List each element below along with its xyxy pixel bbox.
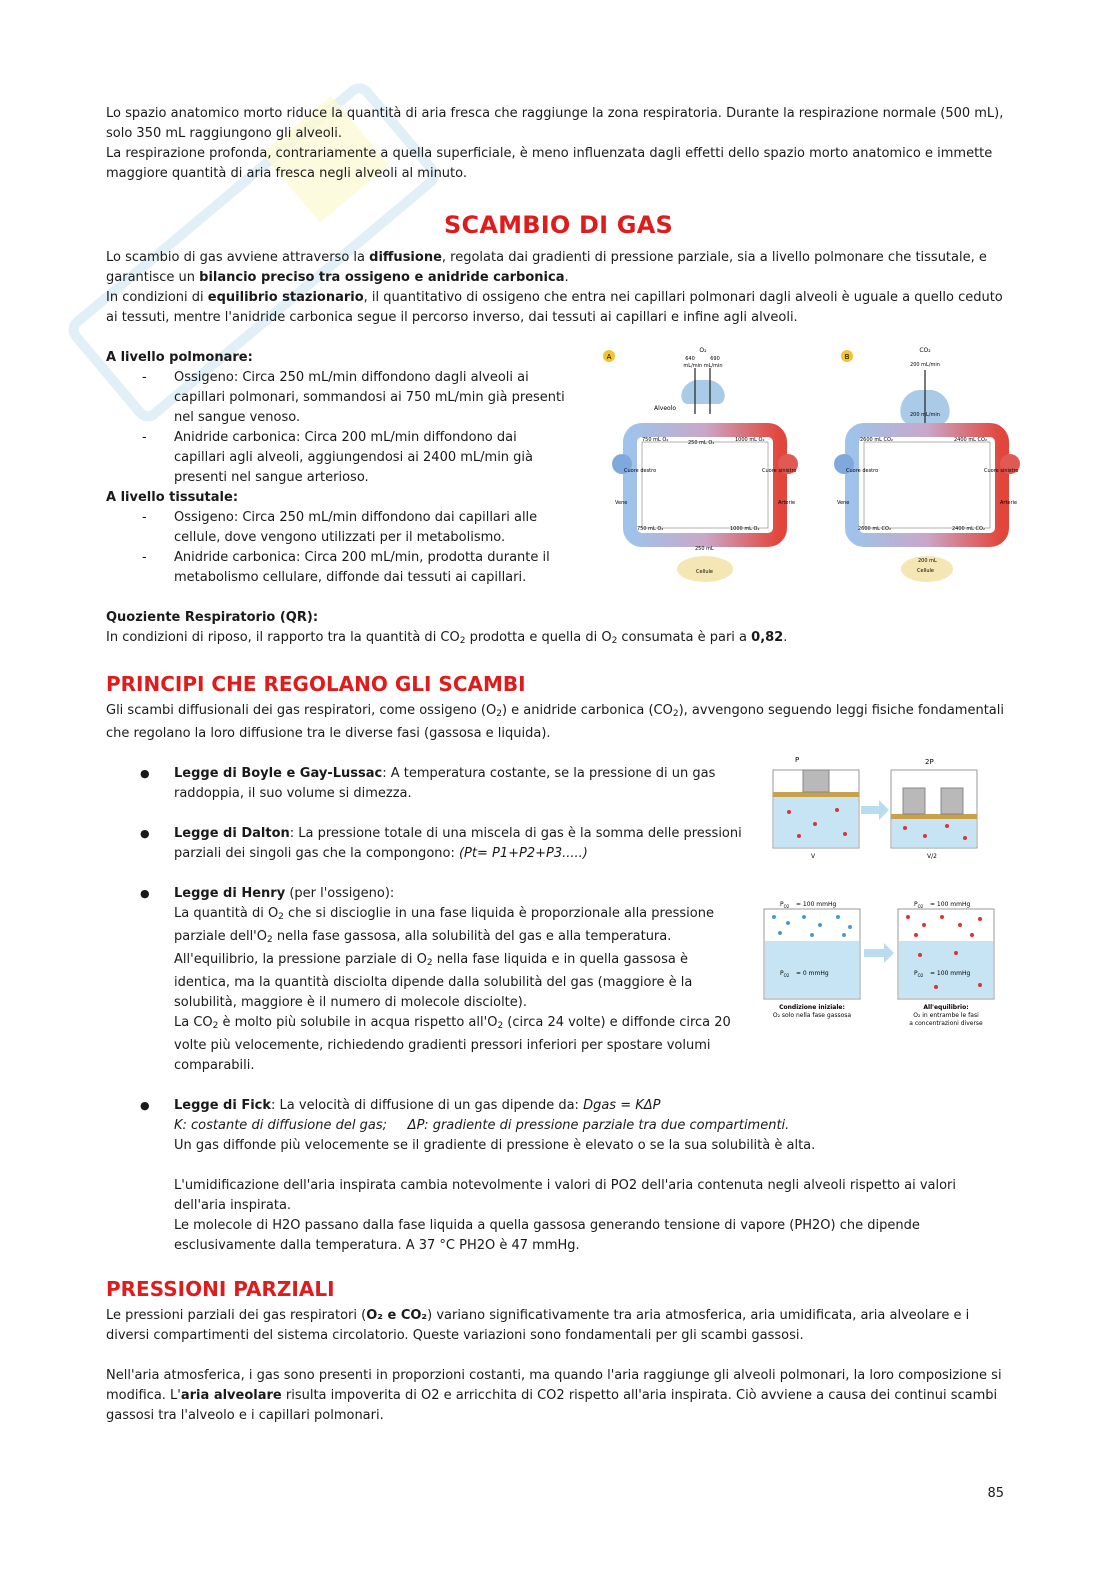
svg-text:Cuore sinistro: Cuore sinistro bbox=[762, 468, 797, 474]
svg-text:750 mL O₂: 750 mL O₂ bbox=[637, 526, 664, 532]
polmonare-heading: A livello polmonare: bbox=[106, 350, 253, 365]
weight-left bbox=[803, 770, 829, 792]
svg-text:Vene: Vene bbox=[615, 500, 628, 506]
svg-text:1000 mL O₂: 1000 mL O₂ bbox=[730, 526, 760, 532]
svg-text:mL/min mL/min: mL/min mL/min bbox=[683, 363, 723, 369]
svg-text:O₂ in entrambe le fasi: O₂ in entrambe le fasi bbox=[913, 1012, 979, 1019]
law-henry: ● Legge di Henry (per l'ossigeno): La quantità di $O_2$ che si discioglie in una fase liquida è proporzionale alla pressione parziale $dell'O_2$ nella fase gassosa, alla solubilità del gas e alla temperatura. All'equilibrio, la pressione parziale di $O_2$ nella fase liquida e in quella gassosa è identica, ma la quantità disciolta dipende dalla solubilità del gas (maggiore è la solubilità, maggiore è il numero di molecole disciolte). La $CO_2$ è molto più solubile in acqua rispetto $all'O_2$ (circa 24 volte) e diffonde circa 20 volte più velocemente, richiedendo gradienti pressori inferiori per spostare volumi comparabili. bbox=[174, 884, 744, 1076]
gas-volume-right bbox=[892, 818, 976, 847]
law-dalton: ● Legge di Dalton: La pressione totale di una miscela di gas è la somma delle pressioni parziali dei singoli gas che la compongono: (Pt= P1+P2+P3.....) bbox=[174, 824, 744, 864]
svg-text:750 mL O₂: 750 mL O₂ bbox=[642, 437, 669, 443]
svg-text:Condizione iniziale:: Condizione iniziale: bbox=[779, 1004, 845, 1011]
svg-text:2P: 2P bbox=[925, 758, 934, 766]
svg-text:O₂ solo nella fase gassosa: O₂ solo nella fase gassosa bbox=[772, 1012, 852, 1019]
svg-text:1000 mL O₂: 1000 mL O₂ bbox=[735, 437, 765, 443]
law-boyle: ● Legge di Boyle e Gay-Lussac: A temperatura costante, se la pressione di un gas raddoppia, il suo volume si dimezza. bbox=[174, 764, 744, 804]
weight-2 bbox=[941, 788, 963, 814]
svg-text:200 mL: 200 mL bbox=[918, 558, 937, 564]
svg-text:Arterie: Arterie bbox=[1000, 500, 1018, 506]
principi-intro: Gli scambi diffusionali dei gas respiratori, come ossigeno $(O_2)$ e anidride carbonica $(CO_2)$, avvengono seguendo leggi fisiche fondamentali che regolano la loro diffusione tra le diverse fasi (gassosa e liquida). bbox=[106, 703, 1004, 741]
svg-text:V/2: V/2 bbox=[927, 853, 937, 860]
arrow-right bbox=[864, 943, 894, 963]
section-title-principi: PRINCIPI CHE REGOLANO GLI SCAMBI bbox=[106, 672, 526, 696]
section-title-pressioni: PRESSIONI PARZIALI bbox=[106, 1277, 335, 1301]
svg-text:PO2: $P_{O2}$ bbox=[914, 901, 924, 909]
o2-molecules-gas-left bbox=[772, 915, 852, 937]
svg-text:= 0 mmHg: = 0 mmHg bbox=[796, 970, 829, 977]
svg-text:250 mL O₂: 250 mL O₂ bbox=[688, 440, 715, 446]
svg-text:2600 mL CO₂: 2600 mL CO₂ bbox=[860, 437, 893, 443]
svg-text:B: B bbox=[844, 353, 850, 361]
figure-henry bbox=[760, 895, 1005, 1035]
svg-text:Cellule: Cellule bbox=[917, 568, 934, 574]
figure-boyle bbox=[765, 752, 980, 860]
alveolus-shape bbox=[681, 380, 724, 404]
svg-text:PO2: $P_{O2}$ bbox=[780, 970, 790, 978]
weight-1 bbox=[903, 788, 925, 814]
svg-text:2600 mL CO₂: 2600 mL CO₂ bbox=[858, 526, 891, 532]
svg-text:Arterie: Arterie bbox=[778, 500, 796, 506]
figure-o2-circuit bbox=[600, 344, 805, 584]
svg-text:Cellule: Cellule bbox=[696, 569, 713, 575]
list-item: - Anidride carbonica: Circa 200 mL/min, prodotta durante il metabolismo cellulare, diffonde dai tessuti ai capillari. bbox=[174, 548, 566, 588]
svg-text:200 mL/min: 200 mL/min bbox=[910, 362, 940, 368]
arrow-right bbox=[861, 800, 889, 820]
svg-text:= 100 mmHg: = 100 mmHg bbox=[796, 901, 837, 908]
svg-text:Cuore destro: Cuore destro bbox=[624, 468, 657, 474]
svg-text:690: 690 bbox=[710, 356, 720, 362]
scambio-paragraph-1: Lo scambio di gas avviene attraverso la diffusione, regolata dai gradienti di pressione parziale, sia a livello polmonare che tissutale, e garantisce un bilancio preciso tra ossigeno e anidride carbonica. bbox=[106, 250, 987, 285]
svg-text:Vene: Vene bbox=[837, 500, 850, 506]
qr-heading: Quoziente Respiratorio (QR): bbox=[106, 610, 319, 625]
section-title-scambio: SCAMBIO DI GAS bbox=[444, 211, 673, 239]
intro-paragraph-1: Lo spazio anatomico morto riduce la quantità di aria fresca che raggiunge la zona respiratoria. Durante la respirazione normale (500 mL), solo 350 mL raggiungono gli alveoli. bbox=[106, 106, 1004, 141]
svg-text:PO2: $P_{O2}$ bbox=[780, 901, 790, 909]
intro-paragraph-2: La respirazione profonda, contrariamente a quella superficiale, è meno influenzata dagli effetti dello spazio morto anatomico e immette maggiore quantità di aria fresca negli alveoli al minuto. bbox=[106, 146, 993, 181]
scambio-paragraph-2: In condizioni di equilibrio stazionario, il quantitativo di ossigeno che entra nei capillari polmonari dagli alveoli è uguale a quello ceduto ai tessuti, mentre l'anidride carbonica segue il percorso inverso, dai tessuti ai capillari e infine agli alveoli. bbox=[106, 290, 1003, 325]
gas-volume-left bbox=[774, 796, 858, 847]
svg-text:2400 mL CO₂: 2400 mL CO₂ bbox=[952, 526, 985, 532]
svg-text:= 100 mmHg: = 100 mmHg bbox=[930, 970, 971, 977]
svg-text:2400 mL CO₂: 2400 mL CO₂ bbox=[954, 437, 987, 443]
svg-text:Cuore sinistro: Cuore sinistro bbox=[984, 468, 1019, 474]
svg-text:640: 640 bbox=[685, 356, 695, 362]
page-number: 85 bbox=[987, 1486, 1004, 1501]
tissutale-heading: A livello tissutale: bbox=[106, 490, 239, 505]
list-item: - Ossigeno: Circa 250 mL/min diffondono dagli alveoli ai capillari polmonari, sommandosi ai 750 mL/min già presenti nel sangue venoso. bbox=[174, 368, 566, 428]
svg-text:250 mL: 250 mL bbox=[695, 546, 714, 552]
tissutale-list bbox=[106, 508, 566, 588]
svg-text:CO₂: CO₂ bbox=[919, 347, 931, 354]
svg-text:P: P bbox=[795, 756, 800, 764]
polmonare-list bbox=[106, 368, 566, 488]
piston-right bbox=[891, 814, 977, 819]
svg-text:a concentrazioni diverse: a concentrazioni diverse bbox=[909, 1020, 983, 1027]
qr-paragraph: In condizioni di riposo, il rapporto tra la quantità di $CO_2$ prodotta e quella di $O_2$ consumata è pari a 0,82. bbox=[106, 630, 788, 646]
svg-text:= 100 mmHg: = 100 mmHg bbox=[930, 901, 971, 908]
svg-text:O₂: O₂ bbox=[699, 347, 707, 354]
list-item: - Anidride carbonica: Circa 200 mL/min diffondono dai capillari agli alveoli, aggiungendosi ai 2400 mL/min già presenti nel sangue arterioso. bbox=[174, 428, 566, 488]
figure-co2-circuit bbox=[822, 344, 1027, 584]
svg-text:Alveolo: Alveolo bbox=[654, 405, 677, 412]
pressioni-paragraph-1: Le pressioni parziali dei gas respiratori (O₂ e CO₂) variano significativamente tra aria atmosferica, aria umidificata, aria alveolare e i diversi compartimenti del sistema circolatorio. Queste variazioni sono fondamentali per gli scambi gassosi. bbox=[106, 1308, 970, 1343]
svg-text:V: V bbox=[811, 853, 816, 860]
svg-text:All'equilibrio:: All'equilibrio: bbox=[923, 1004, 969, 1011]
svg-text:PO2: $P_{O2}$ bbox=[914, 970, 924, 978]
law-fick: ● Legge di Fick: La velocità di diffusione di un gas dipende da: Dgas = KΔP K: costante di diffusione del gas; ΔP: gradiente di pressione parziale tra due compartimenti. Un gas diffonde più velocemente se il gradiente di pressione è elevato o se la sua solubilità è alta. L'umidificazione dell'aria inspirata cambia notevolmente i valori di PO2 dell'aria contenuta negli alveoli rispetto ai valori dell'aria inspirata. Le molecole di H2O passano dalla fase liquida a quella gassosa generando tensione di vapore (PH2O) che dipende esclusivamente dalla temperatura. A 37 °C PH2O è 47 mmHg. bbox=[174, 1096, 1011, 1256]
svg-text:200 mL/min: 200 mL/min bbox=[910, 412, 940, 418]
piston-left bbox=[773, 792, 859, 797]
svg-text:A: A bbox=[606, 353, 612, 361]
pressioni-paragraph-2: Nell'aria atmosferica, i gas sono presenti in proporzioni costanti, ma quando l'aria raggiunge gli alveoli polmonari, la loro composizione si modifica. L'aria alveolare risulta impoverita di O2 e arricchita di CO2 rispetto all'aria inspirata. Ciò avviene a causa dei continui scambi gassosi tra l'alveolo e i capillari polmonari. bbox=[106, 1368, 1002, 1423]
list-item: - Ossigeno: Circa 250 mL/min diffondono dai capillari alle cellule, dove vengono utilizzati per il metabolismo. bbox=[174, 508, 566, 548]
levels-block bbox=[106, 348, 566, 588]
svg-text:Cuore destro: Cuore destro bbox=[846, 468, 879, 474]
